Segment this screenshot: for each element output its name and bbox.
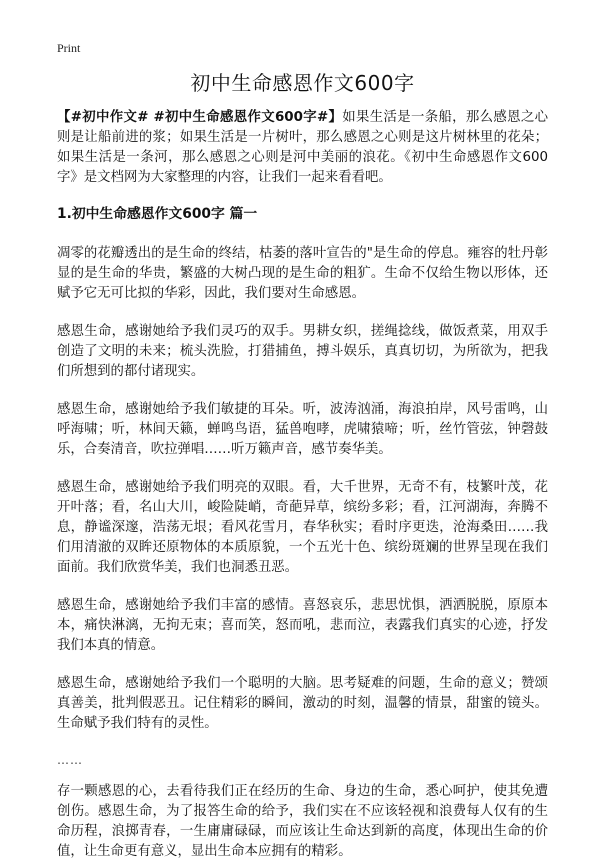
intro-text: 如果生活是一条船，那么感恩之心则是让船前进的浆；如果生活是一片树叶，那么感恩之心则是这片树林里的花朵；如果生活是一条河，那么感恩之心则是河中美丽的浪花。《初中生命感恩作文600字》是文档网为大家整理的内容，让我们一起来看看吧。 — [57, 110, 548, 185]
body-paragraph-6: 感恩生命，感谢她给予我们一个聪明的大脑。思考疑难的问题，生命的意义；赞颂真善美，批判假恶丑。记住精彩的瞬间，激动的时刻，温馨的情景，甜蜜的镜头。生命赋予我们特有的灵性。 — [57, 676, 548, 731]
body-paragraph-5: 感恩生命，感谢她给予我们丰富的感情。喜怒哀乐，悲思忧惧，洒洒脱脱，原原本本，痛快淋漓，无拘无束；喜而笑，怒而吼，悲而泣，表露我们真实的心迹，抒发我们本真的情意。 — [57, 598, 548, 653]
body-paragraph-3: 感恩生命，感谢她给予我们敏捷的耳朵。听，波涛汹涌，海浪拍岸，风号雷鸣，山呼海啸；听，林间天籁，蝉鸣鸟语，猛兽咆哮，虎啸猿啼；听，丝竹管弦，钟磬鼓乐，合奏清音，吹拉弹唱……听万籁声音，感节奏华美。 — [57, 402, 548, 457]
intro-tag: 【#初中作文# #初中生命感恩作文600字#】 — [57, 110, 343, 125]
page-title: 初中生命感恩作文600字 — [190, 71, 415, 95]
closing-paragraph: 存一颗感恩的心，去看待我们正在经历的生命、身边的生命，悉心呵护，使其免遭创伤。感恩生命，为了报答生命的给予，我们实在不应该轻视和浪费每人仅有的生命历程，浪掷青春，一生庸庸碌碌，而应该让生命达到新的高度，体现出生命的价值，让生命更有意义，显出生命本应拥有的精彩。 — [57, 784, 548, 859]
section-heading: 1.初中生命感恩作文600字 篇一 — [57, 206, 258, 222]
body-paragraph-1: 凋零的花瓣透出的是生命的终结，枯萎的落叶宣告的"是生命的停息。雍容的牡丹彰显的是生命的华贵，繁盛的大树凸现的是生命的粗犷。生命不仅给生物以形体，还赋予它无可比拟的华彩，因此，我们要对生命感恩。 — [57, 246, 548, 301]
intro-paragraph — [57, 108, 548, 188]
print-link[interactable]: Print — [57, 41, 81, 55]
body-paragraph-4: 感恩生命，感谢她给予我们明亮的双眼。看，大千世界，无奇不有，枝繁叶茂，花开叶落；看，名山大川，峻险陡峭，奇葩异草，缤纷多彩；看，江河湖海，奔腾不息，静谧深邃，浩荡无垠；看风花雪月，春华秋实；看时序更迭，沧海桑田……我们用清澈的双眸还原物体的本质原貌，一个五光十色、缤纷斑斓的世界呈现在我们面前。我们欣赏华美，我们也洞悉丑恶。 — [57, 480, 548, 575]
body-paragraph-2: 感恩生命，感谢她给予我们灵巧的双手。男耕女织，搓绳捻线，做饭煮菜，用双手创造了文明的未来；梳头洗脸，打猎捕鱼，搏斗娱乐，真真切切，为所欲为，把我们所想到的都付诸现实。 — [57, 324, 548, 379]
ellipsis-separator: …… — [57, 753, 83, 767]
